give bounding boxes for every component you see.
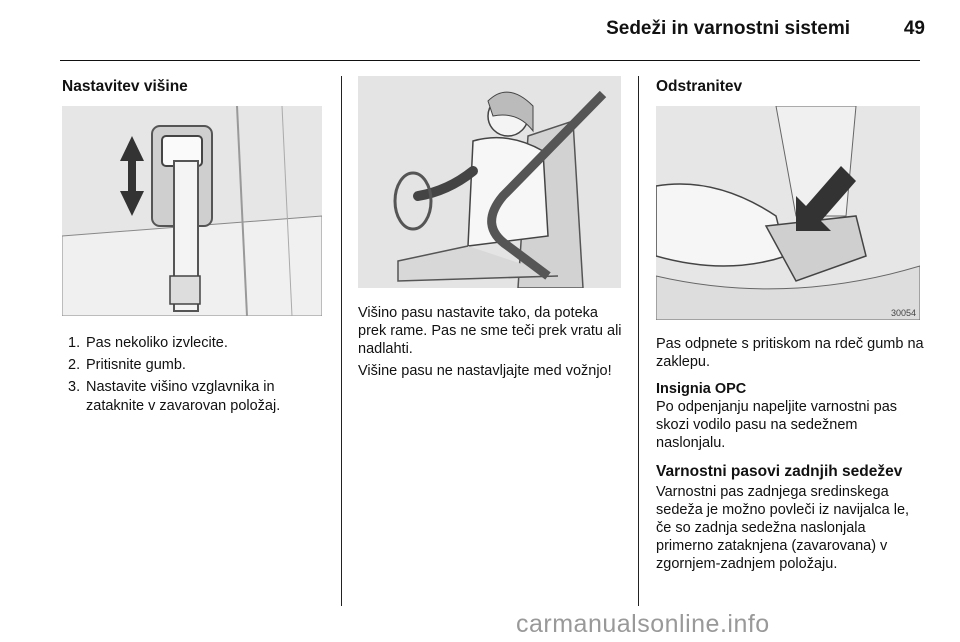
list-item [62,334,332,353]
opc-heading: Insignia OPC [656,381,747,397]
step-number: 2. [68,357,81,373]
buckle-release-illustration [656,106,920,320]
rear-seatbelts-section [656,463,926,573]
page-header-title: Sedeži in varnostni sistemi [606,18,850,39]
step-text: Nastavite višino vzglavnika in zataknite v zavarovan položaj. [86,379,281,414]
header-divider [60,60,920,61]
step-text: Pas nekoliko izvlecite. [86,335,228,351]
list-item [62,356,332,375]
belt-height-paragraph: Višino pasu nastavite tako, da poteka prek rame. Pas ne sme teči prek vratu ali nadlahti. [358,305,622,357]
belt-height-warning: Višine pasu ne nastavljajte med vožnjo! [358,363,612,379]
column-divider-right [638,76,639,606]
instruction-steps [62,334,332,419]
belt-height-adjuster-illustration [62,106,322,316]
opc-section [656,380,926,452]
rear-seatbelts-heading: Varnostni pasovi zadnjih sedežev [656,463,903,480]
section-heading-height-adjust: Nastavitev višine [62,78,188,95]
rear-seatbelts-text: Varnostni pas zadnjega sredinskega sedeža je možno povleči iz navijalca le, če so zadnja sedežna naslonjala primerno zataknjena (zavarovana) v zgornjem-zadnjem položaju. [656,484,910,572]
section-heading-removal: Odstranitev [656,78,743,95]
figure-code: 30054 [890,308,916,318]
step-number: 3. [68,379,81,395]
removal-paragraph: Pas odpnete s pritiskom na rdeč gumb na zaklepu. [656,336,924,370]
step-text: Pritisnite gumb. [86,357,186,373]
step-number: 1. [68,335,81,351]
list-item [62,378,332,416]
driver-seatbelt-illustration [358,76,621,288]
opc-text: Po odpenjanju napeljite varnostni pas skozi vodilo pasu na sedežnem naslonjalu. [656,399,898,451]
column-divider-left [341,76,342,606]
watermark: carmanualsonline.info [516,610,770,638]
page-number: 49 [903,18,925,39]
